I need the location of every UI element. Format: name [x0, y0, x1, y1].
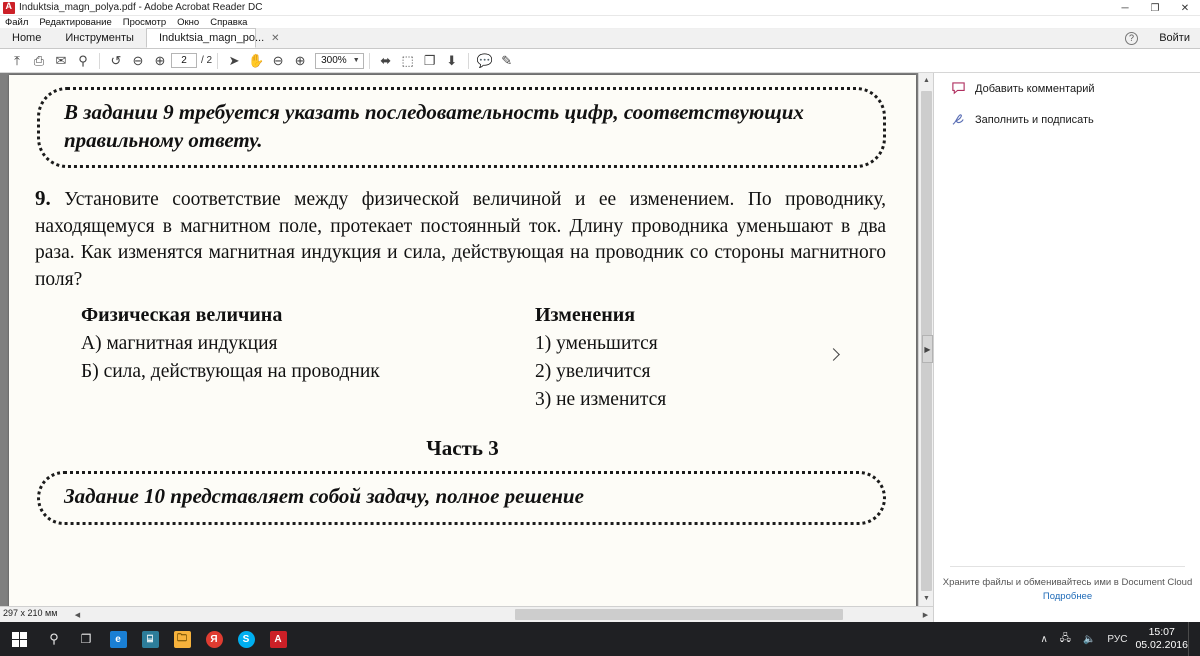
fit-width-icon[interactable]: ⬌: [380, 52, 392, 68]
matching-columns: [29, 304, 896, 415]
column-quantities-item-b: Б) сила, действующая на проводник: [81, 360, 380, 382]
page-size-label: 297 x 210 мм: [3, 608, 58, 618]
taskbar-app-acrobat[interactable]: [262, 622, 294, 656]
pdf-page: [9, 75, 916, 606]
menu-item-help[interactable]: Справка: [210, 16, 248, 28]
clock-time: 15:07: [1148, 625, 1175, 638]
comment-icon: [951, 81, 966, 96]
fit-visible-icon[interactable]: ❐: [423, 52, 436, 68]
scroll-right-icon[interactable]: ▶: [922, 611, 929, 619]
question-paragraph: [35, 184, 886, 293]
taskbar-app-explorer[interactable]: [166, 622, 198, 656]
toolbar-separator: [99, 53, 100, 69]
task-view-button[interactable]: [70, 622, 102, 656]
system-tray: [1034, 622, 1200, 656]
column-quantities: [29, 304, 529, 415]
collapse-panel-handle[interactable]: ▶: [922, 335, 933, 363]
menu-item-edit[interactable]: Редактирование: [39, 16, 112, 28]
zoom-level-select[interactable]: [315, 53, 364, 69]
scroll-left-icon[interactable]: ◀: [74, 611, 81, 619]
tab-home-label: Home: [12, 32, 42, 44]
panel-item-add-comment[interactable]: [934, 73, 1200, 104]
hand-tool-icon[interactable]: ✋: [248, 52, 265, 68]
sign-in-button[interactable]: Войти: [1159, 32, 1190, 44]
zoom-in-icon[interactable]: ⊕: [294, 52, 306, 68]
toolbar: [0, 49, 1200, 73]
yandex-icon: Я: [206, 631, 223, 648]
work-area: [0, 73, 1200, 622]
notice-box-top: [37, 87, 886, 168]
save-icon[interactable]: ⤒: [14, 52, 20, 68]
maximize-button[interactable]: ❐: [1150, 2, 1160, 14]
minimize-button[interactable]: ─: [1121, 2, 1129, 14]
taskbar-search-button[interactable]: [38, 622, 70, 656]
horizontal-scrollbar[interactable]: [0, 606, 933, 622]
scroll-mode-icon[interactable]: ⬇: [446, 52, 458, 68]
next-page-icon[interactable]: ⊕: [154, 52, 166, 68]
divider: [950, 566, 1185, 567]
document-cloud-promo-text: Храните файлы и обменивайтесь ими в Document Cloud: [942, 577, 1193, 589]
menu-item-window[interactable]: Окно: [177, 16, 200, 28]
select-tool-icon[interactable]: ➤: [228, 52, 240, 68]
document-cloud-promo: [934, 566, 1200, 602]
task-view-icon: ❐: [80, 632, 92, 646]
close-button[interactable]: ✕: [1180, 2, 1190, 14]
show-desktop-button[interactable]: [1188, 622, 1194, 656]
column-changes-header: Изменения: [535, 303, 636, 326]
fit-page-icon[interactable]: ⬚: [401, 52, 414, 68]
column-changes-item-1: 1) уменьшится: [535, 332, 658, 354]
window-controls: [1110, 0, 1200, 16]
page-number-input[interactable]: 2: [171, 53, 197, 68]
email-icon[interactable]: ✉: [55, 52, 67, 68]
tab-tools-label: Инструменты: [65, 32, 134, 44]
tab-home[interactable]: [0, 28, 53, 48]
acrobat-icon: A: [270, 631, 287, 648]
sign-icon: [951, 112, 966, 127]
clock-date: 05.02.2016: [1135, 639, 1188, 651]
tab-document-label: Induktsia_magn_po...: [158, 32, 265, 44]
taskbar-app-skype[interactable]: [230, 622, 262, 656]
window-title: Induktsia_magn_polya.pdf - Adobe Acrobat Reader DC: [19, 2, 263, 13]
menu-item-file[interactable]: Файл: [5, 16, 29, 28]
explorer-icon: 🗀: [174, 631, 191, 648]
acrobat-icon: [3, 2, 15, 14]
scroll-down-icon[interactable]: ▼: [923, 595, 930, 602]
volume-icon[interactable]: 🔈: [1082, 633, 1096, 645]
panel-item-fill-and-sign[interactable]: [934, 104, 1200, 135]
toolbar-separator-4: [468, 53, 469, 69]
menu-item-view[interactable]: Просмотр: [122, 16, 167, 28]
question-number: 9.: [35, 186, 51, 211]
column-changes-item-3: 3) не изменится: [535, 389, 667, 411]
taskbar-app-edge[interactable]: [102, 622, 134, 656]
previous-page-icon[interactable]: ⊖: [132, 52, 144, 68]
windows-logo-icon: [12, 632, 27, 647]
clock[interactable]: [1135, 626, 1188, 652]
panel-item-add-comment-label: Добавить комментарий: [975, 82, 1095, 95]
document-viewport[interactable]: [0, 73, 933, 606]
network-icon[interactable]: 🖧: [1059, 632, 1071, 644]
scroll-up-icon[interactable]: ▲: [923, 77, 930, 84]
column-quantities-item-a: А) магнитная индукция: [81, 332, 278, 354]
store-icon: ⌸: [142, 631, 159, 648]
chevron-up-icon[interactable]: ∧: [1040, 633, 1048, 645]
print-icon[interactable]: ⎙: [33, 52, 45, 68]
part-title: Часть 3: [426, 436, 499, 461]
rotate-counterclockwise-icon[interactable]: ↺: [110, 52, 122, 68]
close-icon[interactable]: ✕: [271, 32, 280, 44]
zoom-level-value: 300%: [321, 55, 347, 66]
comment-icon[interactable]: 💬: [476, 52, 493, 68]
question-text: Установите соответствие между физической величиной и ее изменением. По проводнику, находящемуся в магнитном поле, протекает постоянный ток. Длину проводника уменьшают в два раза. Как изменятся магнитная индукция и сила, действующая на проводник со стороны магнитного поля?: [35, 189, 887, 290]
tab-document[interactable]: [146, 28, 280, 48]
taskbar-app-store[interactable]: [134, 622, 166, 656]
tools-panel: [933, 73, 1200, 622]
start-button[interactable]: [0, 622, 38, 656]
notice-top-text: В задании 9 требуется указать последовательность цифр, соответствующих правильному ответу.: [64, 100, 804, 152]
tab-tools[interactable]: [53, 28, 146, 48]
column-quantities-header: Физическая величина: [81, 303, 283, 326]
title-bar: [0, 0, 1200, 16]
chevron-down-icon: ▼: [352, 57, 360, 64]
taskbar: [0, 622, 1200, 656]
help-icon[interactable]: ?: [1125, 32, 1138, 45]
language-indicator[interactable]: РУС: [1107, 633, 1128, 645]
zoom-out-icon[interactable]: ⊖: [272, 52, 284, 68]
page-total-label: / 2: [201, 55, 213, 66]
edge-icon: e: [110, 631, 127, 648]
column-changes-item-2: 2) увеличится: [535, 360, 651, 382]
horizontal-scroll-thumb[interactable]: [515, 609, 843, 620]
learn-more-link[interactable]: Подробнее: [1042, 591, 1093, 602]
toolbar-separator-2: [217, 53, 218, 69]
search-icon[interactable]: ⚲: [78, 52, 88, 68]
search-icon: ⚲: [49, 631, 59, 646]
notice-box-bottom: [37, 471, 886, 525]
skype-icon: S: [238, 631, 255, 648]
tab-strip: [0, 29, 1200, 49]
toolbar-separator-3: [369, 53, 370, 69]
highlight-icon[interactable]: ✎: [501, 52, 513, 68]
taskbar-app-yandex[interactable]: [198, 622, 230, 656]
panel-item-fill-and-sign-label: Заполнить и подписать: [975, 113, 1094, 126]
notice-bottom-text: Задание 10 представляет собой задачу, полное решение: [64, 484, 584, 509]
